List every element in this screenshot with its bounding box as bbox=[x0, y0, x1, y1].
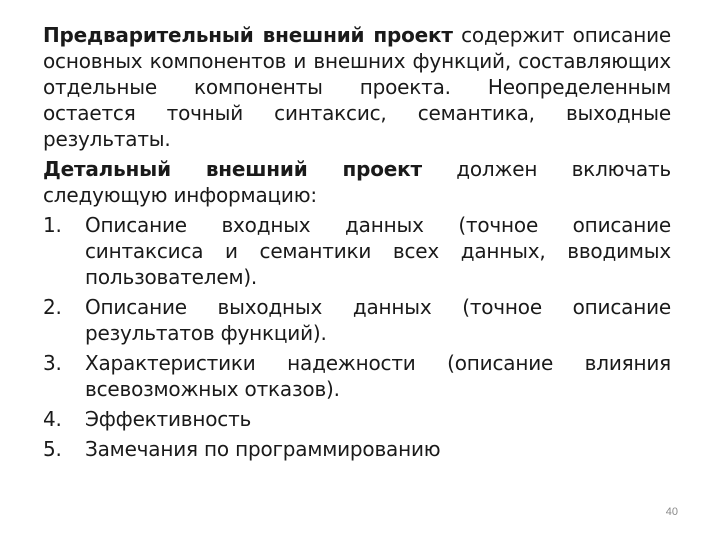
list-item bbox=[43, 436, 671, 462]
list-item-number: 5. bbox=[43, 437, 62, 461]
detailed-project-term: Детальный внешний проект bbox=[43, 157, 422, 181]
preliminary-project-description: содержит описание основных компонентов и внешних функций, составляющих отдельные компоненты проекта. Неопределенным остается точный синтаксис, семантика, выходные результаты. bbox=[43, 23, 671, 151]
list-item-number: 2. bbox=[43, 295, 62, 319]
slide-content bbox=[43, 22, 671, 466]
list-item-text: Замечания по программированию bbox=[85, 437, 441, 461]
page-number: 40 bbox=[665, 506, 678, 518]
requirements-list bbox=[43, 212, 671, 462]
list-item bbox=[43, 350, 671, 402]
list-item-number: 1. bbox=[43, 213, 62, 237]
list-item-text: Эффективность bbox=[85, 407, 252, 431]
list-item-number: 4. bbox=[43, 407, 62, 431]
detailed-paragraph bbox=[43, 156, 671, 208]
list-item bbox=[43, 294, 671, 346]
list-item bbox=[43, 212, 671, 290]
list-item bbox=[43, 406, 671, 432]
detailed-project-description: должен включать следующую информацию: bbox=[43, 157, 671, 207]
list-item-text: Описание входных данных (точное описание синтаксиса и семантики всех данных, вводимых пользователем). bbox=[85, 213, 671, 289]
list-item-text: Описание выходных данных (точное описание результатов функций). bbox=[85, 295, 671, 345]
preliminary-project-term: Предварительный внешний проект bbox=[43, 23, 453, 47]
list-item-text: Характеристики надежности (описание влияния всевозможных отказов). bbox=[85, 351, 671, 401]
list-item-number: 3. bbox=[43, 351, 62, 375]
intro-paragraph bbox=[43, 22, 671, 152]
